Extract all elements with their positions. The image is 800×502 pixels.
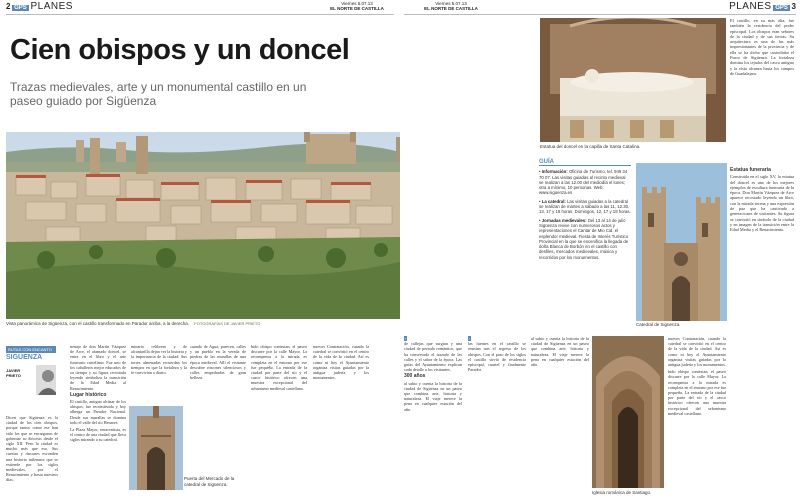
right-page-header (404, 1, 796, 13)
mercado-photo (129, 406, 183, 490)
guide-item-label: Jornadas medievales: (541, 217, 587, 223)
guide-item-jornadas: • Jornadas medievales: Del 13 al 14 de julio Sigüenza revive con numerosos actos y representaciones el Cantar de Mio Cid, el esplendor medieval. Fiesta de Interés Turístico Provincial en la que se escenifica la llegada de doña Blanca de Borbón en el castillo con desfiles, mercados medievales, música y recorridos por los monumentos. (539, 217, 629, 260)
panorama-caption-text: Vista panorámica de Sigüenza, con el castillo transformado en Parador arriba, a la derecha. (6, 321, 190, 326)
section-name: PLANES (30, 1, 73, 12)
number-tag: › (469, 336, 471, 341)
body-column-8 (468, 336, 526, 500)
body-text: bido obispo contestan, el paseo discurre por la calle Mayor. La recompensa a la mirada es completa en el entorno por ese fue pequeño. La entrada de la ciudad por parte del río y el casco histórico ofrecen una muestra excepcional del urbanismo medieval castellano. (251, 344, 307, 391)
body-column-2 (70, 344, 126, 500)
header-date-paper (322, 1, 392, 11)
section-heading-300: 300 años (404, 373, 426, 380)
header-rule (6, 14, 394, 15)
panorama-caption (6, 321, 260, 327)
guide-box (539, 160, 631, 263)
right-column-top (730, 18, 794, 158)
guide-item-label: La catedral: (541, 198, 566, 204)
body-text: de callejas que surgían y una ciudad de periodo romántico, que ha conservado el trazado de las calles y el sabor de la época. Las guías del Ayuntamiento explican cada detalle a los visitantes. (404, 341, 462, 373)
body-text: minario celibrero y de alcantarilla dejan ver la historia y la importancia de la ciudad. Sus torres almenadas recuerdan los tiempos en que la fortaleza y la fe convivían a diario. (131, 344, 187, 376)
body-column-1 (6, 415, 58, 500)
body-text: nuevos Contratación, cuando la catedral se convirtió en el centro de la vida de la ciudad. Así es como ni hoy el Ayuntamiento organiza visitas guiadas por la antigua judería y los monumentos. (313, 344, 369, 381)
header-date: Viernes 5.07.13 (341, 1, 373, 6)
santiago-illustration (592, 336, 664, 488)
section-name: PLANES (729, 1, 772, 12)
body-column-9 (531, 336, 589, 500)
blog-tag: RUTAS CON ENCANTO (6, 346, 56, 353)
author-avatar (36, 365, 56, 395)
header-rule (404, 14, 796, 15)
left-page-header (6, 1, 396, 13)
body-column-3 (131, 344, 187, 404)
mercado-illustration (129, 406, 183, 490)
body-column-5 (251, 344, 307, 500)
author-block (6, 365, 56, 395)
author-name: JAVIER PRIETO (6, 368, 21, 378)
header-paper: EL NORTE DE CASTILLA (330, 6, 384, 11)
guide-item-info: • Información: Oficina de Turismo, tel. 949 34 70 07. Las visitas guiadas al recinto medieval se realizan a las 12.00 del mediodía el lunes; otra a mínimo, 10 personas. Web: www.siguenza.es (539, 169, 628, 196)
page-number: 3 (791, 2, 796, 11)
guide-item-label: Información: (541, 169, 568, 175)
body-text: bido obispo contestan, el paseo discurre por la calle Mayor. La recompensa a la mirada es completa en el entorno por ese fue pequeño. La entrada de la ciudad por parte del río y el casco histórico ofrecen una muestra excepcional del urbanismo medieval castellano. (668, 369, 726, 416)
photo-credit: FOTOGRAFÍAS DE JAVIER PRIETO (194, 321, 261, 326)
cathedral-photo (636, 163, 727, 321)
doncel-photo (540, 18, 726, 142)
body-text: El castillo, antiguo alcázar de los obispos, fue reconstruido y hoy alberga un Parador Nacional. Desde sus murallas se domina todo el valle del río Henares. (70, 399, 126, 425)
cathedral-caption: Catedral de Sigüenza. (636, 322, 681, 327)
guide-title: GUÍA (539, 160, 631, 166)
doncel-illustration (540, 18, 726, 142)
body-text: Dicen que Sigüenza es la ciudad de los cien obispos, porque tantos como ese han sido los que se encargaron de gobernar su diócesis desde el siglo XII. Pero la ciudad es mucho más que eso. Sus cuestas y rincones esconden una historia milenaria que se extiende por los siglos medievales, por el Renacimiento y hasta nuestros días. (6, 415, 58, 483)
body-column-4 (190, 344, 246, 472)
section-tag: GPS (775, 5, 788, 11)
header-paper: EL NORTE DE CASTILLA (424, 6, 478, 11)
article-subtitle: Trazas medievales, arte y un monumental castillo en un paseo guiado por Sigüenza (10, 80, 307, 108)
cathedral-illustration (636, 163, 727, 321)
body-text: La Plaza Mayor, renacentista, es el centro de una ciudad que lleva siglos mirando a su catedral. (70, 427, 126, 443)
section-heading-funeraria: Estatua funeraria (730, 167, 771, 173)
body-column-10 (668, 336, 726, 500)
mercado-caption: Puerta del Mercado de la catedral de Sigüenza. (184, 476, 235, 487)
right-section-label (729, 1, 796, 12)
section-heading-lugar: Lugar histórico (70, 391, 107, 398)
body-text: al sabio y cuenta la historia de la ciudad de Sigüenza en un paseo que combina arte, historia y naturaleza. El viaje merece la pena en cualquier estación del año. (404, 380, 462, 412)
guide-item-text: Del 13 al 14 de julio Sigüenza revive con numerosos actos y representaciones el Cantar de Mio Cid, el esplendor medieval. Fiesta de Interés Turístico Provincial en la que se escenifica la llegada de doña Blanca de Borbón en el castillo con desfiles, mercados medievales, música y recorridos por los monumentos. (539, 217, 629, 260)
header-date-paper (416, 1, 486, 11)
body-column-6 (313, 344, 369, 500)
body-text: El castillo, en su más alta, fue también la residencia del poder episcopal. Los obispos eran señores de la ciudad y de sus tierras. Su arquitectura es una de las más impresionantes de la provincia y de ella se ha dicho que custodiaba el Fuero de Sigüenza. La fortaleza domina los tejados del casco antiguo y la vista alcanza hasta los campos de Guadalajara. (730, 18, 794, 76)
panorama-photo (6, 132, 400, 319)
doncel-caption: Estatua del doncel en la capilla de Santa Catalina. (540, 144, 641, 149)
right-column-bottom (730, 166, 794, 500)
blog-name: SIGÜENZA (6, 354, 43, 361)
panorama-illustration (6, 132, 400, 319)
body-text: nenaje de don Martín Vázquez de Arce, el afamado doncel, se entra en el libro y el arte funerario castellano. Fue uno de los caballeros mejor educados de su tiempo y su figura recostada leyendo simboliza la transición de la Edad Media al Renacimiento. (70, 344, 126, 391)
body-text: nuevos Contratación, cuando la catedral se convirtió en el centro de la vida de la ciudad. Así es como ni hoy el Ayuntamiento organiza visitas guiadas por la antigua judería y los monumentos. (668, 336, 726, 368)
section-tag: GPS (14, 5, 27, 11)
header-date: Viernes 5.07.13 (435, 1, 467, 6)
body-column-7 (404, 336, 462, 500)
santiago-photo (592, 336, 664, 488)
guide-item-text: Oficina de Turismo, tel. 949 34 70 07. Las visitas guiadas al recinto medieval se realizan a las 12.00 del mediodía el lunes; otra a mínimo, 10 personas. Web: www.siguenza.es (539, 169, 628, 196)
body-text: Construida en el siglo XV, la estatua del doncel es uno de los mejores ejemplos de escultura funeraria de la época. Don Martín Vázquez de Arce aparece recostado leyendo un libro, con la mirada serena y una expresión de paz que ha cautivado a generaciones de visitantes. Su figura se convirtió en símbolo de la ciudad y en imagen de la transición entre la Edad Media y el Renacimiento. (730, 174, 794, 233)
body-text: cuando de Agua, parecen, calles y un pueblo en la vereda de piedras de las murallas de una época medieval. Allí el visitante descubre rincones silenciosos y calles empedradas de gran belleza. (190, 344, 246, 381)
guide-item-catedral: • La catedral: Las visitas guiadas a la catedral se realizan de martes a sábado a las 11, 12.30, 13, 17 y 18 horas. Domingos, 12, 17 y 18 horas. (539, 198, 631, 215)
body-text: al sabio y cuenta la historia de la ciudad de Sigüenza en un paseo que combina arte, historia y naturaleza. El viaje merece la pena en cualquier estación del año. (531, 336, 589, 368)
number-tag: › (405, 336, 407, 341)
article-title: Cien obispos y un doncel (10, 34, 350, 66)
page-number: 2 (6, 2, 11, 11)
guide-item-text: Las visitas guiadas a la catedral se realizan de martes a sábado a las 11, 12.30, 13, 17 y 18 horas. Domingos, 12, 17 y 18 horas. (539, 198, 631, 215)
santiago-caption: Iglesia románica de Santiago. (592, 490, 652, 495)
body-text: las fuentes en el castillo se reunían tras el regreso de los obispos. Con el paso de los siglos el castillo sirvió de residencia episcopal, cuartel y finalmente Parador. (468, 341, 526, 373)
right-page (400, 0, 800, 502)
